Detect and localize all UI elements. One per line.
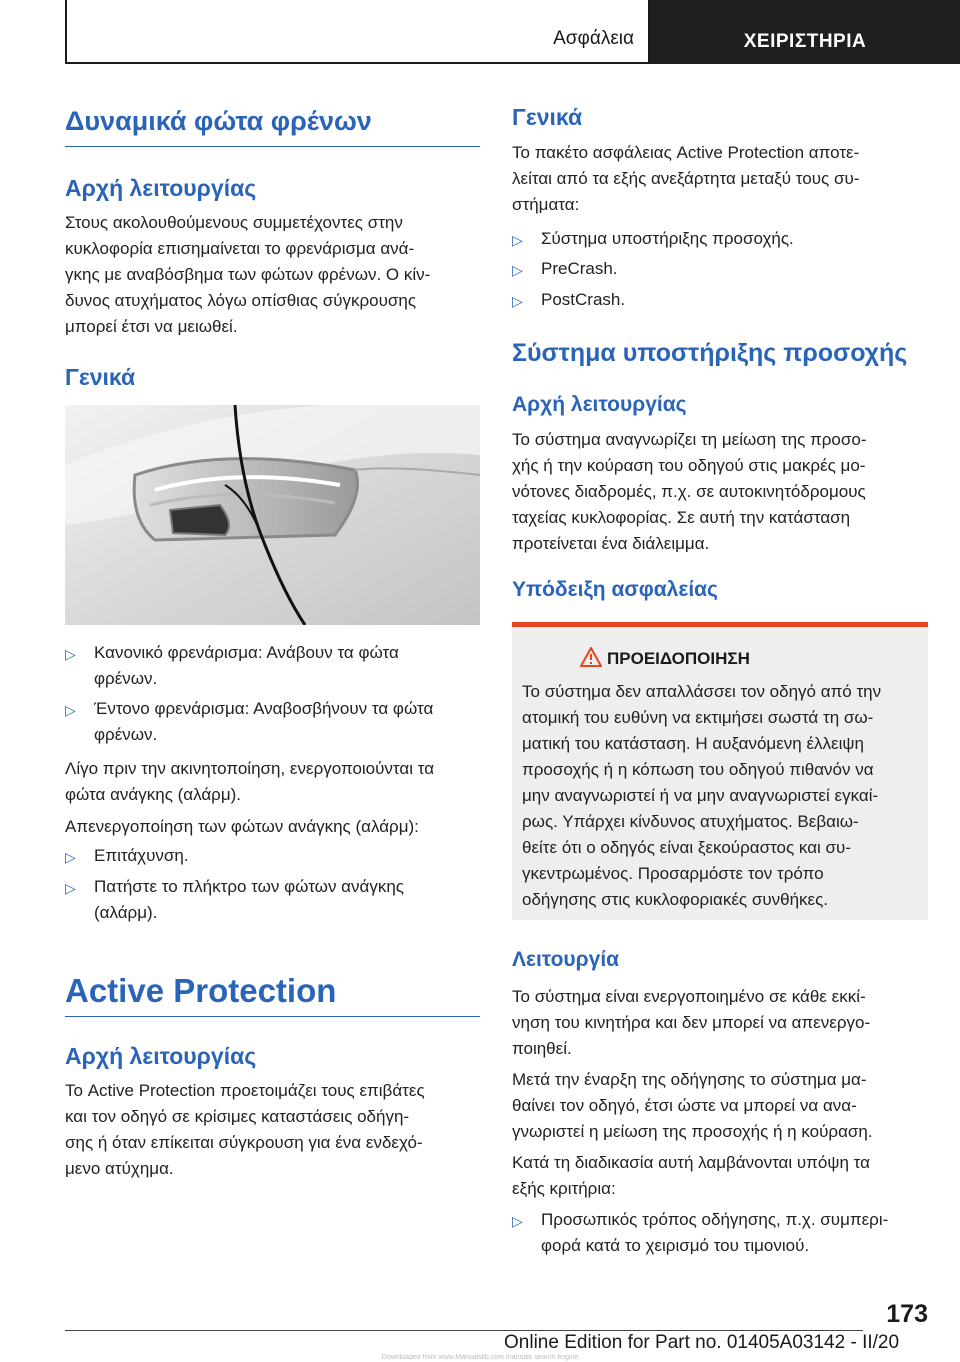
- warning-line: προσοχής ή η κόπωση του οδηγού πιθανόν να: [522, 760, 874, 779]
- header-chapter: ΧΕΙΡΙΣΤΗΡΙΑ: [650, 0, 960, 64]
- principle-line: μπορεί έτσι να μειωθεί.: [65, 317, 238, 336]
- heading-general: Γενικά: [65, 364, 136, 390]
- body-line: Κατά τη διαδικασία αυτή λαμβάνονται υπόψη τα: [512, 1153, 870, 1172]
- body-line: ταχείας κυκλοφορίας. Σε αυτή την κατάσταση: [512, 508, 851, 527]
- body-line: Μετά την έναρξη της οδήγησης το σύστημα μα-: [512, 1070, 867, 1089]
- footer-edition: Online Edition for Part no. 01405A03142 - II/20: [504, 1332, 900, 1353]
- header-section: Ασφάλεια: [553, 28, 634, 49]
- body-line: Το σύστημα είναι ενεργοποιημένο σε κάθε εκκί-: [512, 987, 866, 1006]
- bullet-text: φρένων.: [94, 725, 158, 744]
- bullet-text: Προσωπικός τρόπος οδήγησης, π.χ. συμπερι-: [541, 1210, 889, 1229]
- bullet-triangle-icon: ▷: [65, 646, 76, 662]
- bullet-text: (αλάρμ).: [94, 903, 158, 922]
- bullet-text: Έντονο φρενάρισμα: Αναβοσβήνουν τα φώτα: [94, 699, 434, 718]
- bullet-text: PreCrash.: [541, 259, 618, 278]
- heading-principle: Αρχή λειτουργίας: [512, 393, 687, 416]
- warning-line: ματική του κατάσταση. Η αυξανόμενη έλλειψη: [522, 734, 864, 753]
- bullet-text: PostCrash.: [541, 290, 626, 309]
- warning-label: ΠΡΟΕΙΔΟΠΟΙΗΣΗ: [607, 649, 750, 668]
- taillight-illustration: [65, 405, 480, 625]
- bullet-triangle-icon: ▷: [512, 1213, 523, 1229]
- warning-line: Το σύστημα δεν απαλλάσσει τον οδηγό από την: [522, 682, 882, 701]
- body-line: λείται από τα εξής ανεξάρτητα μεταξύ τους συ-: [512, 169, 860, 188]
- body-line: εξής κριτήρια:: [512, 1179, 616, 1198]
- body-line: νότονες διαδρομές, π.χ. σε αυτοκινητόδρομους: [512, 482, 866, 501]
- warning-box: [512, 622, 928, 920]
- body-line: ποιηθεί.: [512, 1039, 572, 1058]
- body-line: Απενεργοποίηση των φώτων ανάγκης (αλάρμ):: [65, 817, 419, 836]
- bullet-text: Επιτάχυνση.: [94, 846, 189, 865]
- body-line: Το πακέτο ασφάλειας Active Protection αποτε-: [512, 143, 860, 162]
- title-rule: [65, 146, 480, 147]
- body-line: μενο ατύχημα.: [65, 1159, 174, 1178]
- heading-principle: Αρχή λειτουργίας: [65, 1043, 257, 1069]
- body-line: σης ή όταν επίκειται σύγκρουση για ένα ενδεχό-: [65, 1133, 423, 1152]
- warning-body: [522, 679, 922, 913]
- bullet-text: Πατήστε το πλήκτρο των φώτων ανάγκης: [94, 877, 404, 896]
- body-line: Το Active Protection προετοιμάζει τους επιβάτες: [65, 1081, 425, 1100]
- active-protection-title: Active Protection: [65, 972, 337, 1009]
- body-line: χής ή την κούραση του οδηγού στις μακρές μο-: [512, 456, 866, 475]
- body-line: Λίγο πριν την ακινητοποίηση, ενεργοποιούνται τα: [65, 759, 435, 778]
- page-number: 173: [886, 1300, 928, 1328]
- principle-line: δυνος ατυχήματος λόγω οπίσθιας σύγκρουσης: [65, 291, 417, 310]
- footer-rule: [65, 1330, 863, 1331]
- heading-principle: Αρχή λειτουργίας: [65, 175, 257, 201]
- bullet-triangle-icon: ▷: [65, 702, 76, 718]
- body-line: θαίνει τον οδηγό, έτσι ώστε να μπορεί να ανα-: [512, 1096, 857, 1115]
- page-title: Δυναμικά φώτα φρένων: [65, 106, 372, 136]
- footer-watermark: Downloaded from www.Manualslib.com manuals search engine: [381, 1354, 579, 1361]
- attention-title: Σύστημα υποστήριξης προσοχής: [512, 339, 908, 367]
- body-line: προτείνεται ένα διάλειμμα.: [512, 534, 710, 553]
- warning-line: μην αναγνωριστεί ή να μην αναγνωριστεί εγκαί-: [522, 786, 879, 805]
- warning-line: ατομική του ευθύνη να εκτιμήσει σωστά τη σω-: [522, 708, 874, 727]
- body-line: Το σύστημα αναγνωρίζει τη μείωση της προσο-: [512, 430, 867, 449]
- heading-general: Γενικά: [512, 104, 583, 130]
- body-line: φώτα ανάγκης (αλάρμ).: [65, 785, 242, 804]
- bullet-text: Σύστημα υποστήριξης προσοχής.: [541, 229, 794, 248]
- warning-line: γκεντρωμένος. Προσαρμόστε τον τρόπο: [522, 864, 824, 883]
- heading-safety: Υπόδειξη ασφαλείας: [512, 578, 718, 601]
- warning-line: ρως. Υπάρχει κίνδυνος ατυχήματος. Βεβαιω-: [522, 812, 859, 831]
- body-line: νηση του κινητήρα και δεν μπορεί να απενεργο-: [512, 1013, 871, 1032]
- bullet-triangle-icon: ▷: [512, 293, 523, 309]
- principle-line: κυκλοφορία επισημαίνεται το φρενάρισμα ανά-: [65, 239, 415, 258]
- bullet-triangle-icon: ▷: [512, 262, 523, 278]
- bullet-text: Κανονικό φρενάρισμα: Ανάβουν τα φώτα: [94, 643, 399, 662]
- warning-triangle-icon: [580, 647, 602, 667]
- bullet-triangle-icon: ▷: [65, 880, 76, 896]
- principle-line: Στους ακολουθούμενους συμμετέχοντες στην: [65, 213, 403, 232]
- heading-function: Λειτουργία: [512, 948, 620, 971]
- body-line: γνωριστεί η μείωση της προσοχής ή η κούραση.: [512, 1122, 873, 1141]
- warning-line: θείτε ότι ο οδηγός είναι ξεκούραστος και συ-: [522, 838, 852, 857]
- header-section-box: [65, 0, 650, 64]
- bullet-text: φορά κατά το χειρισμό του τιμονιού.: [541, 1236, 810, 1255]
- body-line: στήματα:: [512, 195, 580, 214]
- principle-line: γκης με αναβόσβημα των φώτων φρένων. Ο κίν-: [65, 265, 431, 284]
- warning-line: οδήγησης στις κυκλοφοριακές συνθήκες.: [522, 890, 829, 909]
- bullet-triangle-icon: ▷: [512, 232, 523, 248]
- section-rule: [65, 1016, 480, 1017]
- body-line: και τον οδηγό σε κρίσιμες καταστάσεις οδήγη-: [65, 1107, 410, 1126]
- bullet-triangle-icon: ▷: [65, 849, 76, 865]
- bullet-text: φρένων.: [94, 669, 158, 688]
